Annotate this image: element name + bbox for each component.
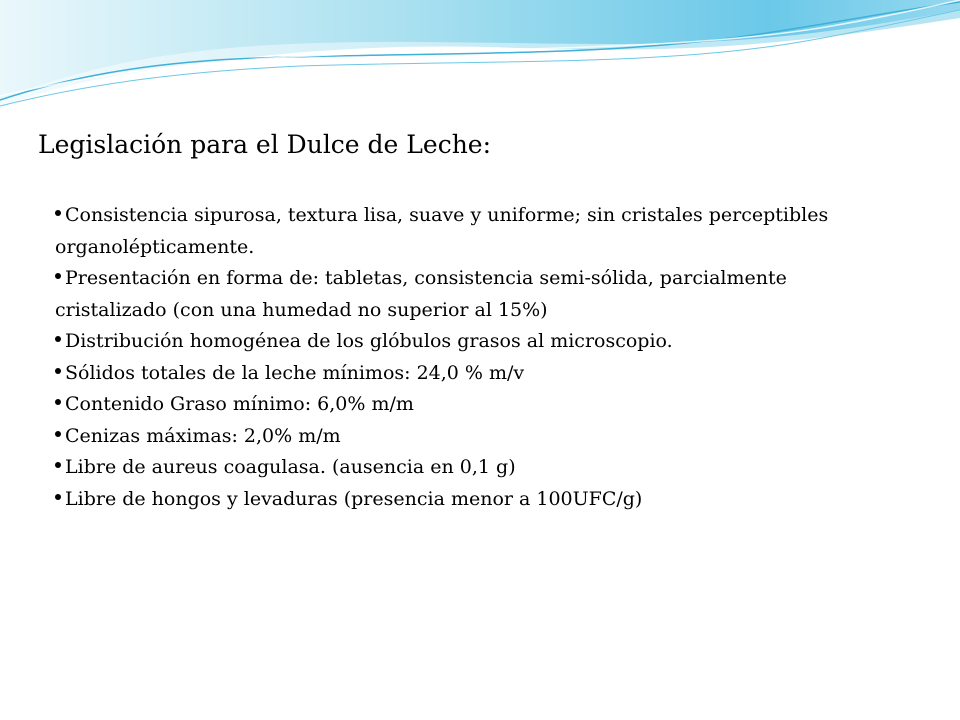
list-item [55,326,875,358]
list-item [55,263,875,326]
list-item [55,200,875,263]
bullet-text: Sólidos totales de la leche mínimos: 24,0 % m/v [65,361,525,384]
bullet-dot-icon [55,368,61,374]
bullet-list [55,200,875,515]
list-item [55,421,875,453]
bullet-text: Consistencia sipurosa, textura lisa, suave y uniforme; sin cristales perceptibles organolépticamente. [55,204,829,258]
bullet-text: Presentación en forma de: tabletas, consistencia semi-sólida, parcialmente cristalizado (con una humedad no superior al 15%) [55,267,787,321]
bullet-text: Libre de hongos y levaduras (presencia menor a 100UFC/g) [65,487,643,510]
bullet-dot-icon [55,462,61,468]
bullet-dot-icon [55,399,61,405]
bullet-text: Cenizas máximas: 2,0% m/m [65,424,341,447]
list-item [55,484,875,516]
list-item [55,358,875,390]
list-item [55,452,875,484]
bullet-dot-icon [55,273,61,279]
bullet-dot-icon [55,336,61,342]
bullet-dot-icon [55,431,61,437]
bullet-text: Libre de aureus coagulasa. (ausencia en 0,1 g) [65,456,516,478]
bullet-text: Contenido Graso mínimo: 6,0% m/m [65,393,414,415]
list-item [55,389,875,421]
bullet-dot-icon [55,494,61,500]
wave-header-decoration [0,0,960,120]
bullet-dot-icon [55,210,61,216]
bullet-text: Distribución homogénea de los glóbulos grasos al microscopio. [65,330,673,352]
slide-title: Legislación para el Dulce de Leche: [38,130,492,159]
